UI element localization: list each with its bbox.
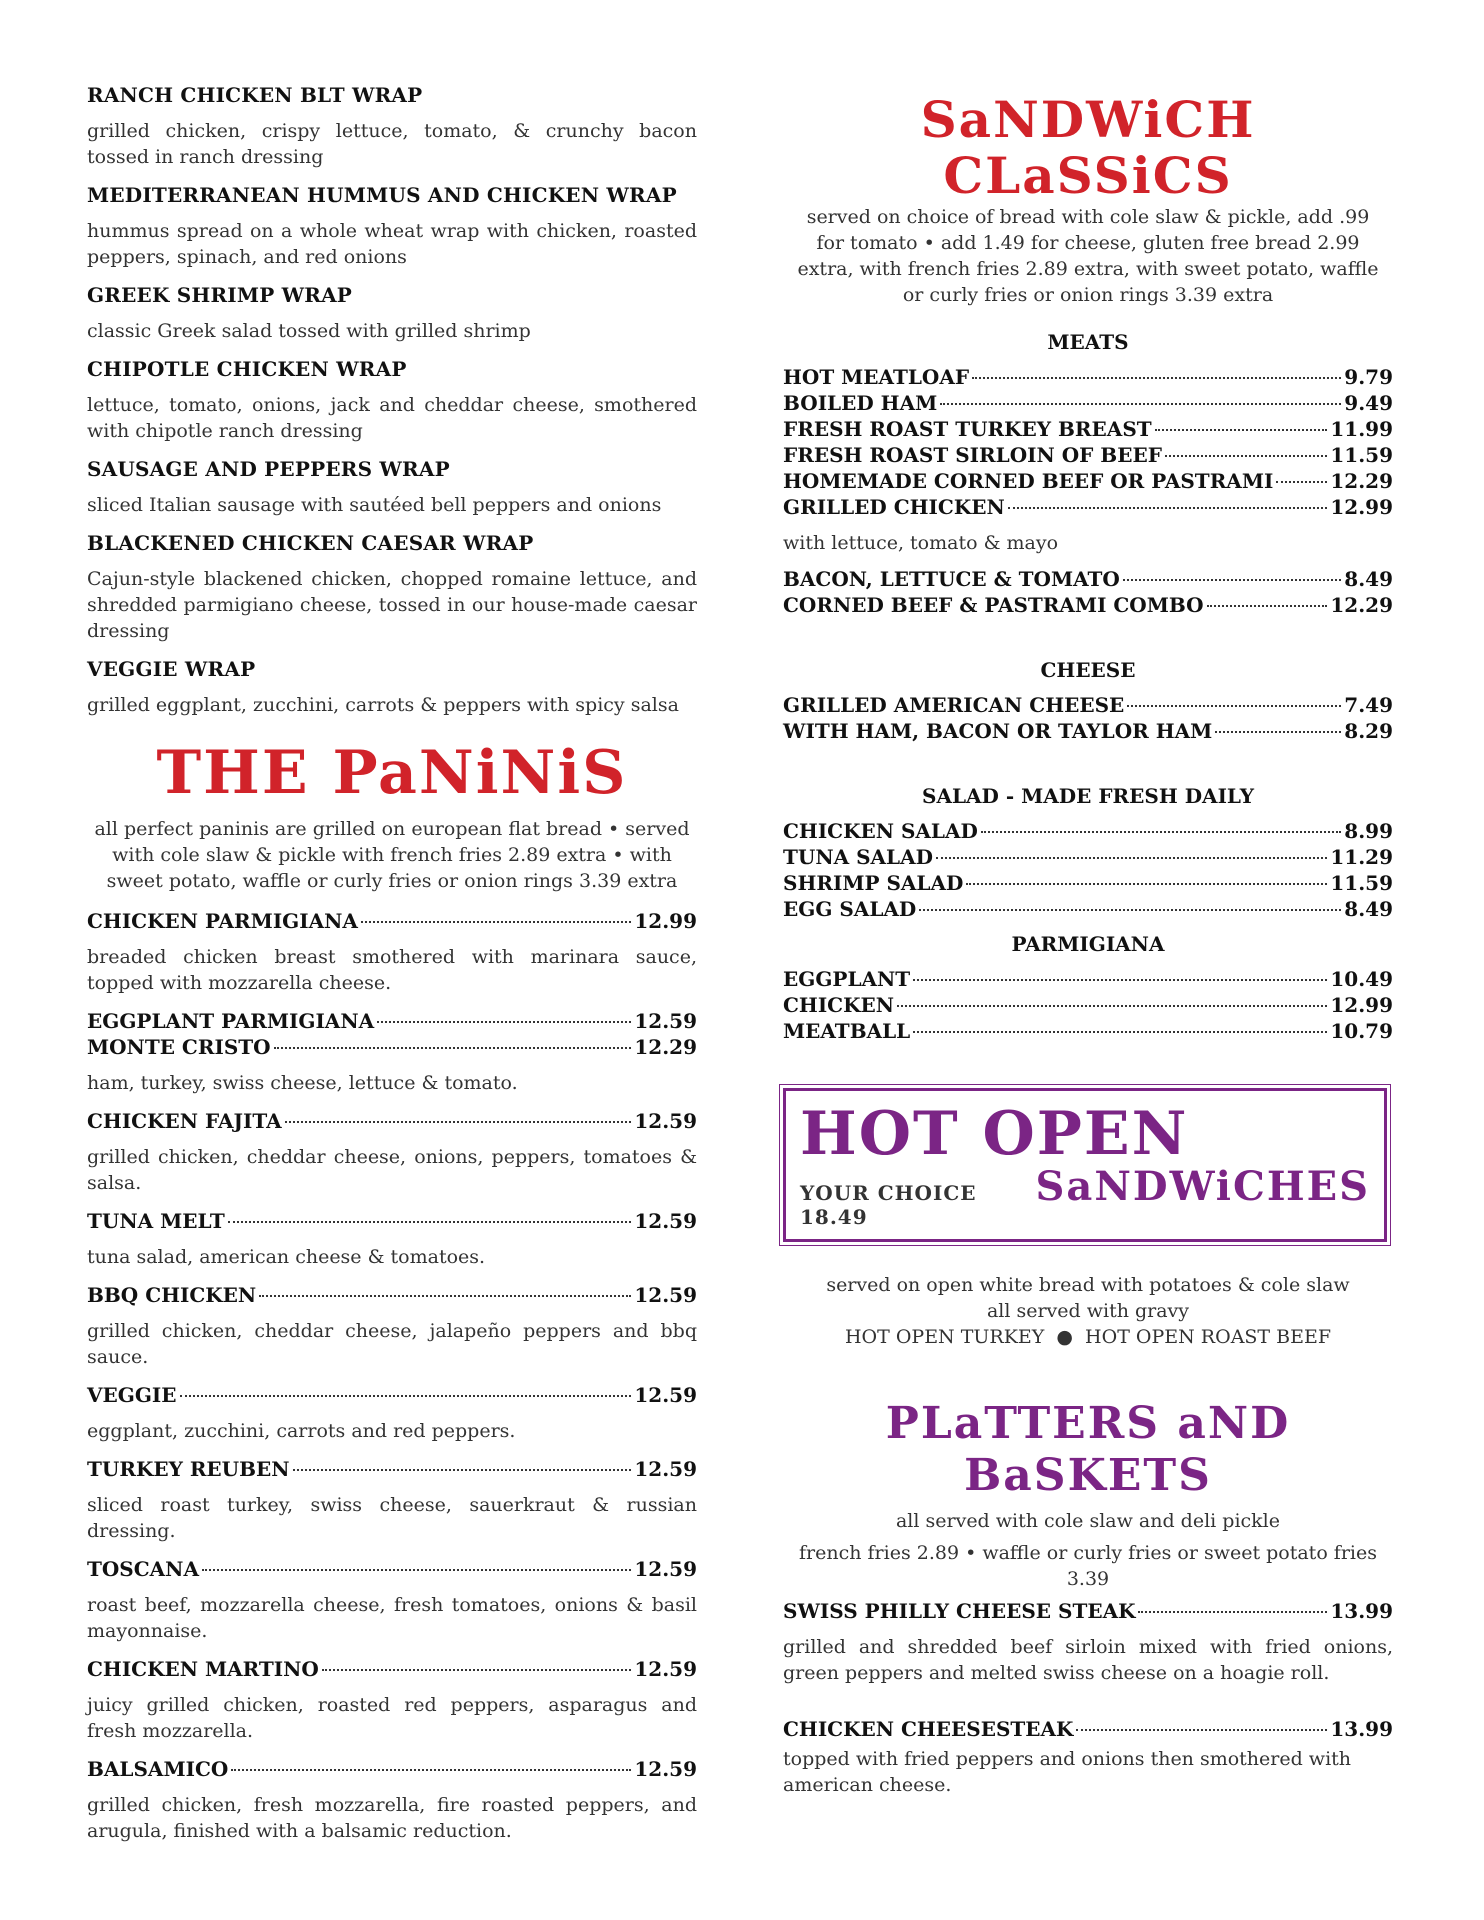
item-name: VEGGIE WRAP bbox=[87, 657, 256, 681]
right-column bbox=[783, 92, 1393, 1810]
item-name: SAUSAGE AND PEPPERS WRAP bbox=[87, 457, 450, 481]
item-row bbox=[783, 1598, 1393, 1624]
subsection-heading: PARMIGIANA bbox=[1011, 932, 1165, 956]
item-name: BOILED HAM bbox=[783, 391, 938, 415]
dot-leader bbox=[202, 1569, 631, 1571]
platters-section bbox=[783, 1398, 1393, 1798]
classics-section bbox=[783, 92, 1393, 1044]
item-name: BALSAMICO bbox=[87, 1757, 229, 1781]
item-price: 12.59 bbox=[634, 1109, 697, 1133]
item-description: sliced Italian sausage with sautéed bell peppers and onions bbox=[87, 494, 662, 516]
section-title: PLaTTERS aND BaSKETS bbox=[885, 1398, 1291, 1501]
item-description: grilled and shredded beef sirloin mixed with fried onions, green peppers and melted swiss cheese on a hoagie roll. bbox=[783, 1636, 1393, 1684]
section-line: all served with cole slaw and deli pickle bbox=[895, 1510, 1280, 1532]
item-price: 12.99 bbox=[634, 909, 697, 933]
item-row bbox=[783, 364, 1393, 390]
banner-subline bbox=[800, 1165, 1370, 1229]
item-name: TURKEY REUBEN bbox=[87, 1457, 290, 1481]
item-name: MEDITERRANEAN HUMMUS AND CHICKEN WRAP bbox=[87, 183, 677, 207]
item-name: EGGPLANT bbox=[783, 967, 911, 991]
item-price: 12.29 bbox=[634, 1035, 697, 1059]
item-price: 11.29 bbox=[1330, 845, 1393, 869]
menu-item bbox=[87, 1108, 697, 1196]
section-line: HOT OPEN TURKEY ● HOT OPEN ROAST BEEF bbox=[844, 1326, 1332, 1348]
item-description: grilled chicken, crispy lettuce, tomato, & crunchy bacon tossed in ranch dressing bbox=[87, 120, 697, 168]
item-row bbox=[87, 1282, 697, 1308]
item-row bbox=[783, 494, 1393, 520]
dot-leader bbox=[293, 1469, 632, 1471]
dot-leader bbox=[913, 1031, 1327, 1033]
subsection-heading: SALAD - MADE FRESH DAILY bbox=[922, 784, 1254, 808]
item-row bbox=[783, 416, 1393, 442]
item-name: EGGPLANT PARMIGIANA bbox=[87, 1009, 375, 1033]
dot-leader bbox=[231, 1769, 631, 1771]
item-price: 12.59 bbox=[634, 1457, 697, 1481]
left-column bbox=[87, 82, 697, 1856]
item-row bbox=[783, 844, 1393, 870]
paninis-section bbox=[87, 740, 697, 1844]
item-price: 10.49 bbox=[1330, 967, 1393, 991]
item-name: CHICKEN bbox=[783, 993, 894, 1017]
item-row bbox=[783, 592, 1393, 618]
item-description: grilled chicken, cheddar cheese, onions, peppers, tomatoes & salsa. bbox=[87, 1146, 697, 1194]
item-row bbox=[87, 1208, 697, 1234]
item-description: sliced roast turkey, swiss cheese, sauerkraut & russian dressing. bbox=[87, 1494, 697, 1542]
item-name: VEGGIE bbox=[87, 1383, 177, 1407]
item-name: FRESH ROAST SIRLOIN OF BEEF bbox=[783, 443, 1162, 467]
menu-item bbox=[87, 656, 697, 718]
section-intro: all perfect paninis are grilled on european flat bread • served with cole slaw & pickle with french fries 2.89 extra • with sweet potato, waffle or curly fries or onion rings 3.39 extra bbox=[94, 818, 690, 892]
dot-leader bbox=[259, 1295, 631, 1297]
item-name: CHIPOTLE CHICKEN WRAP bbox=[87, 357, 407, 381]
dot-leader bbox=[1215, 731, 1341, 733]
item-price: 11.59 bbox=[1330, 871, 1393, 895]
item-name: GRILLED AMERICAN CHEESE bbox=[783, 693, 1125, 717]
dot-leader bbox=[913, 979, 1327, 981]
menu-item bbox=[87, 282, 697, 344]
menu-item bbox=[783, 1598, 1393, 1686]
item-price: 12.59 bbox=[634, 1557, 697, 1581]
item-row bbox=[783, 692, 1393, 718]
item-row bbox=[783, 442, 1393, 468]
item-row bbox=[783, 390, 1393, 416]
menu-item bbox=[87, 1756, 697, 1844]
item-name: BLACKENED CHICKEN CAESAR WRAP bbox=[87, 531, 534, 555]
item-price: 11.99 bbox=[1330, 417, 1393, 441]
section-intro: served on choice of bread with cole slaw & pickle, add .99 for tomato • add 1.49 for cheese, gluten free bread 2.99 extra, with french fries 2.89 extra, with sweet potato, waffle or curly fries or onion rings 3.39 extra bbox=[797, 206, 1379, 306]
item-row bbox=[783, 566, 1393, 592]
price-choice: YOUR CHOICE 18.49 bbox=[800, 1181, 977, 1229]
item-name: SHRIMP SALAD bbox=[783, 871, 964, 895]
item-description: grilled chicken, fresh mozzarella, fire roasted peppers, and arugula, finished with a balsamic reduction. bbox=[87, 1794, 697, 1842]
item-description: roast beef, mozzarella cheese, fresh tomatoes, onions & basil mayonnaise. bbox=[87, 1594, 697, 1642]
item-row bbox=[783, 818, 1393, 844]
item-row bbox=[783, 468, 1393, 494]
item-description: grilled eggplant, zucchini, carrots & peppers with spicy salsa bbox=[87, 694, 679, 716]
section-line: french fries 2.89 • waffle or curly fries or sweet potato fries 3.39 bbox=[799, 1542, 1377, 1590]
menu-item bbox=[87, 456, 697, 518]
item-name: CHICKEN CHEESESTEAK bbox=[783, 1717, 1074, 1741]
item-price: 8.49 bbox=[1344, 567, 1393, 591]
item-name: CORNED BEEF & PASTRAMI COMBO bbox=[783, 593, 1204, 617]
item-description: juicy grilled chicken, roasted red peppers, asparagus and fresh mozzarella. bbox=[87, 1694, 697, 1742]
item-name: GREEK SHRIMP WRAP bbox=[87, 283, 353, 307]
item-name: TOSCANA bbox=[87, 1557, 199, 1581]
dot-leader bbox=[274, 1047, 632, 1049]
item-name: CHICKEN FAJITA bbox=[87, 1109, 282, 1133]
item-price: 12.99 bbox=[1330, 495, 1393, 519]
menu-item bbox=[87, 1034, 697, 1096]
subsection-heading: CHEESE bbox=[1040, 658, 1136, 682]
item-price: 13.99 bbox=[1330, 1599, 1393, 1623]
item-row bbox=[87, 1556, 697, 1582]
item-name: MONTE CRISTO bbox=[87, 1035, 271, 1059]
dot-leader bbox=[228, 1221, 632, 1223]
item-name: EGG SALAD bbox=[783, 897, 917, 921]
dot-leader bbox=[1008, 507, 1328, 509]
menu-item bbox=[87, 1656, 697, 1744]
item-description: Cajun-style blackened chicken, chopped romaine lettuce, and shredded parmigiano cheese, tossed in our house-made caesar dressing bbox=[87, 568, 697, 642]
item-row bbox=[783, 1018, 1393, 1044]
item-name: WITH HAM, BACON OR TAYLOR HAM bbox=[783, 719, 1213, 743]
menu-item bbox=[87, 1456, 697, 1544]
item-row bbox=[87, 1008, 697, 1034]
item-name: BBQ CHICKEN bbox=[87, 1283, 257, 1307]
item-description: eggplant, zucchini, carrots and red peppers. bbox=[87, 1420, 516, 1442]
item-description: topped with fried peppers and onions then smothered with american cheese. bbox=[783, 1748, 1352, 1796]
menu-item bbox=[87, 1008, 697, 1034]
item-row bbox=[783, 896, 1393, 922]
item-price: 8.99 bbox=[1344, 819, 1393, 843]
item-price: 12.59 bbox=[634, 1657, 697, 1681]
item-price: 12.29 bbox=[1330, 593, 1393, 617]
item-row bbox=[783, 992, 1393, 1018]
item-name: TUNA SALAD bbox=[783, 845, 933, 869]
section-title: THE PaNiNiS bbox=[156, 738, 628, 808]
item-name: CHICKEN PARMIGIANA bbox=[87, 909, 358, 933]
dot-leader bbox=[285, 1121, 632, 1123]
item-price: 9.49 bbox=[1344, 391, 1393, 415]
item-row bbox=[87, 1034, 697, 1060]
dot-leader bbox=[361, 921, 631, 923]
item-name: TUNA MELT bbox=[87, 1209, 225, 1233]
wraps-section bbox=[87, 82, 697, 718]
item-name: BACON, LETTUCE & TOMATO bbox=[783, 567, 1120, 591]
item-row bbox=[783, 718, 1393, 744]
hot-open-banner bbox=[783, 1088, 1387, 1242]
item-price: 12.99 bbox=[1330, 993, 1393, 1017]
item-description: hummus spread on a whole wheat wrap with chicken, roasted peppers, spinach, and red onions bbox=[87, 220, 697, 268]
item-row bbox=[783, 870, 1393, 896]
item-name: HOT MEATLOAF bbox=[783, 365, 970, 389]
item-row bbox=[87, 1656, 697, 1682]
item-name: SWISS PHILLY CHEESE STEAK bbox=[783, 1599, 1136, 1623]
item-row bbox=[87, 1108, 697, 1134]
item-description: breaded chicken breast smothered with marinara sauce, topped with mozzarella cheese. bbox=[87, 946, 697, 994]
menu-item bbox=[87, 1382, 697, 1444]
item-price: 11.59 bbox=[1330, 443, 1393, 467]
item-price: 7.49 bbox=[1344, 693, 1393, 717]
item-name: CHICKEN SALAD bbox=[783, 819, 978, 843]
item-description: with lettuce, tomato & mayo bbox=[783, 532, 1059, 554]
item-row bbox=[783, 1716, 1393, 1742]
item-price: 8.49 bbox=[1344, 897, 1393, 921]
section-title: SaNDWiCH CLaSSiCS bbox=[920, 90, 1256, 205]
dot-leader bbox=[897, 1005, 1327, 1007]
menu-item bbox=[87, 908, 697, 996]
dot-leader bbox=[1123, 579, 1341, 581]
menu-item bbox=[87, 1208, 697, 1270]
item-description: grilled chicken, cheddar cheese, jalapeño peppers and bbq sauce. bbox=[87, 1320, 697, 1368]
item-price: 12.59 bbox=[634, 1009, 697, 1033]
section-subtitle: SaNDWiCHES bbox=[1035, 1163, 1370, 1210]
item-name: RANCH CHICKEN BLT WRAP bbox=[87, 83, 423, 107]
item-description: ham, turkey, swiss cheese, lettuce & tomato. bbox=[87, 1072, 518, 1094]
item-row bbox=[87, 908, 697, 934]
dot-leader bbox=[1076, 1729, 1327, 1731]
dot-leader bbox=[1155, 429, 1328, 431]
item-row bbox=[87, 1756, 697, 1782]
dot-leader bbox=[322, 1669, 632, 1671]
menu-item bbox=[87, 530, 697, 644]
item-name: MEATBALL bbox=[783, 1019, 911, 1043]
dot-leader bbox=[1165, 455, 1327, 457]
section-line: served on open white bread with potatoes & cole slaw bbox=[826, 1274, 1350, 1296]
item-row bbox=[87, 1382, 697, 1408]
dot-leader bbox=[966, 883, 1327, 885]
item-price: 12.59 bbox=[634, 1209, 697, 1233]
item-price: 8.29 bbox=[1344, 719, 1393, 743]
item-name: GRILLED CHICKEN bbox=[783, 495, 1005, 519]
dot-leader bbox=[1138, 1611, 1327, 1613]
section-title: HOT OPEN bbox=[800, 1099, 1189, 1169]
menu-item bbox=[87, 1556, 697, 1644]
item-price: 12.59 bbox=[634, 1757, 697, 1781]
dot-leader bbox=[377, 1021, 631, 1023]
dot-leader bbox=[1276, 481, 1327, 483]
item-description: classic Greek salad tossed with grilled shrimp bbox=[87, 320, 531, 342]
menu-item bbox=[87, 1282, 697, 1370]
dot-leader bbox=[972, 377, 1341, 379]
item-name: HOMEMADE CORNED BEEF OR PASTRAMI bbox=[783, 469, 1274, 493]
dot-leader bbox=[1127, 705, 1341, 707]
dot-leader bbox=[919, 909, 1341, 911]
item-description: lettuce, tomato, onions, jack and cheddar cheese, smothered with chipotle ranch dressing bbox=[87, 394, 697, 442]
dot-leader bbox=[1207, 605, 1328, 607]
item-name: CHICKEN MARTINO bbox=[87, 1657, 319, 1681]
item-row bbox=[87, 1456, 697, 1482]
section-line: all served with gravy bbox=[986, 1300, 1190, 1322]
item-description: tuna salad, american cheese & tomatoes. bbox=[87, 1246, 486, 1268]
dot-leader bbox=[981, 831, 1341, 833]
menu-item bbox=[87, 182, 697, 270]
item-row bbox=[783, 966, 1393, 992]
hot-open-section bbox=[783, 1088, 1393, 1350]
item-price: 12.59 bbox=[634, 1383, 697, 1407]
dot-leader bbox=[936, 857, 1327, 859]
subsection-heading: MEATS bbox=[1047, 330, 1129, 354]
menu-item bbox=[783, 1716, 1393, 1798]
menu-item bbox=[87, 82, 697, 170]
item-price: 12.59 bbox=[634, 1283, 697, 1307]
dot-leader bbox=[940, 403, 1341, 405]
item-price: 12.29 bbox=[1330, 469, 1393, 493]
item-price: 10.79 bbox=[1330, 1019, 1393, 1043]
item-name: FRESH ROAST TURKEY BREAST bbox=[783, 417, 1152, 441]
menu-item bbox=[87, 356, 697, 444]
item-price: 13.99 bbox=[1330, 1717, 1393, 1741]
item-price: 9.79 bbox=[1344, 365, 1393, 389]
dot-leader bbox=[180, 1395, 632, 1397]
